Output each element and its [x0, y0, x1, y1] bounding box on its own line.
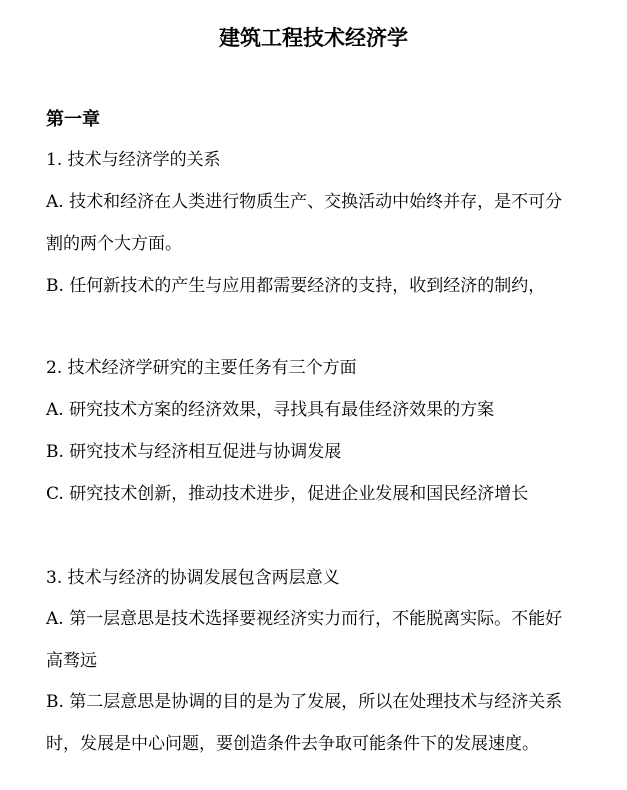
section-1-line-a: A. 技术和经济在人类进行物质生产、交换活动中始终并存，是不可分 [46, 192, 563, 212]
section-3-line-b-cont: 时，发展是中心问题，要创造条件去争取可能条件下的发展速度。 [46, 734, 539, 754]
section-1-heading: 1. 技术与经济学的关系 [46, 150, 221, 170]
section-2-heading: 2. 技术经济学研究的主要任务有三个方面 [46, 358, 357, 378]
section-2-line-c: C. 研究技术创新，推动技术进步，促进企业发展和国民经济增长 [46, 484, 529, 504]
section-1-line-a-cont: 割的两个大方面。 [46, 234, 182, 254]
section-3-line-a: A. 第一层意思是技术选择要视经济实力而行，不能脱离实际。不能好 [46, 609, 563, 629]
section-1-line-b: B. 任何新技术的产生与应用都需要经济的支持，收到经济的制约， [46, 276, 546, 296]
section-3-line-a-cont: 高骛远 [46, 651, 97, 671]
section-2-line-b: B. 研究技术与经济相互促进与协调发展 [46, 442, 342, 462]
section-3-line-b: B. 第二层意思是协调的目的是为了发展，所以在处理技术与经济关系 [46, 692, 563, 712]
document-title: 建筑工程技术经济学 [219, 26, 408, 50]
section-2-line-a: A. 研究技术方案的经济效果，寻找具有最佳经济效果的方案 [46, 400, 495, 420]
section-3-heading: 3. 技术与经济的协调发展包含两层意义 [46, 568, 340, 588]
chapter-heading: 第一章 [46, 109, 100, 130]
